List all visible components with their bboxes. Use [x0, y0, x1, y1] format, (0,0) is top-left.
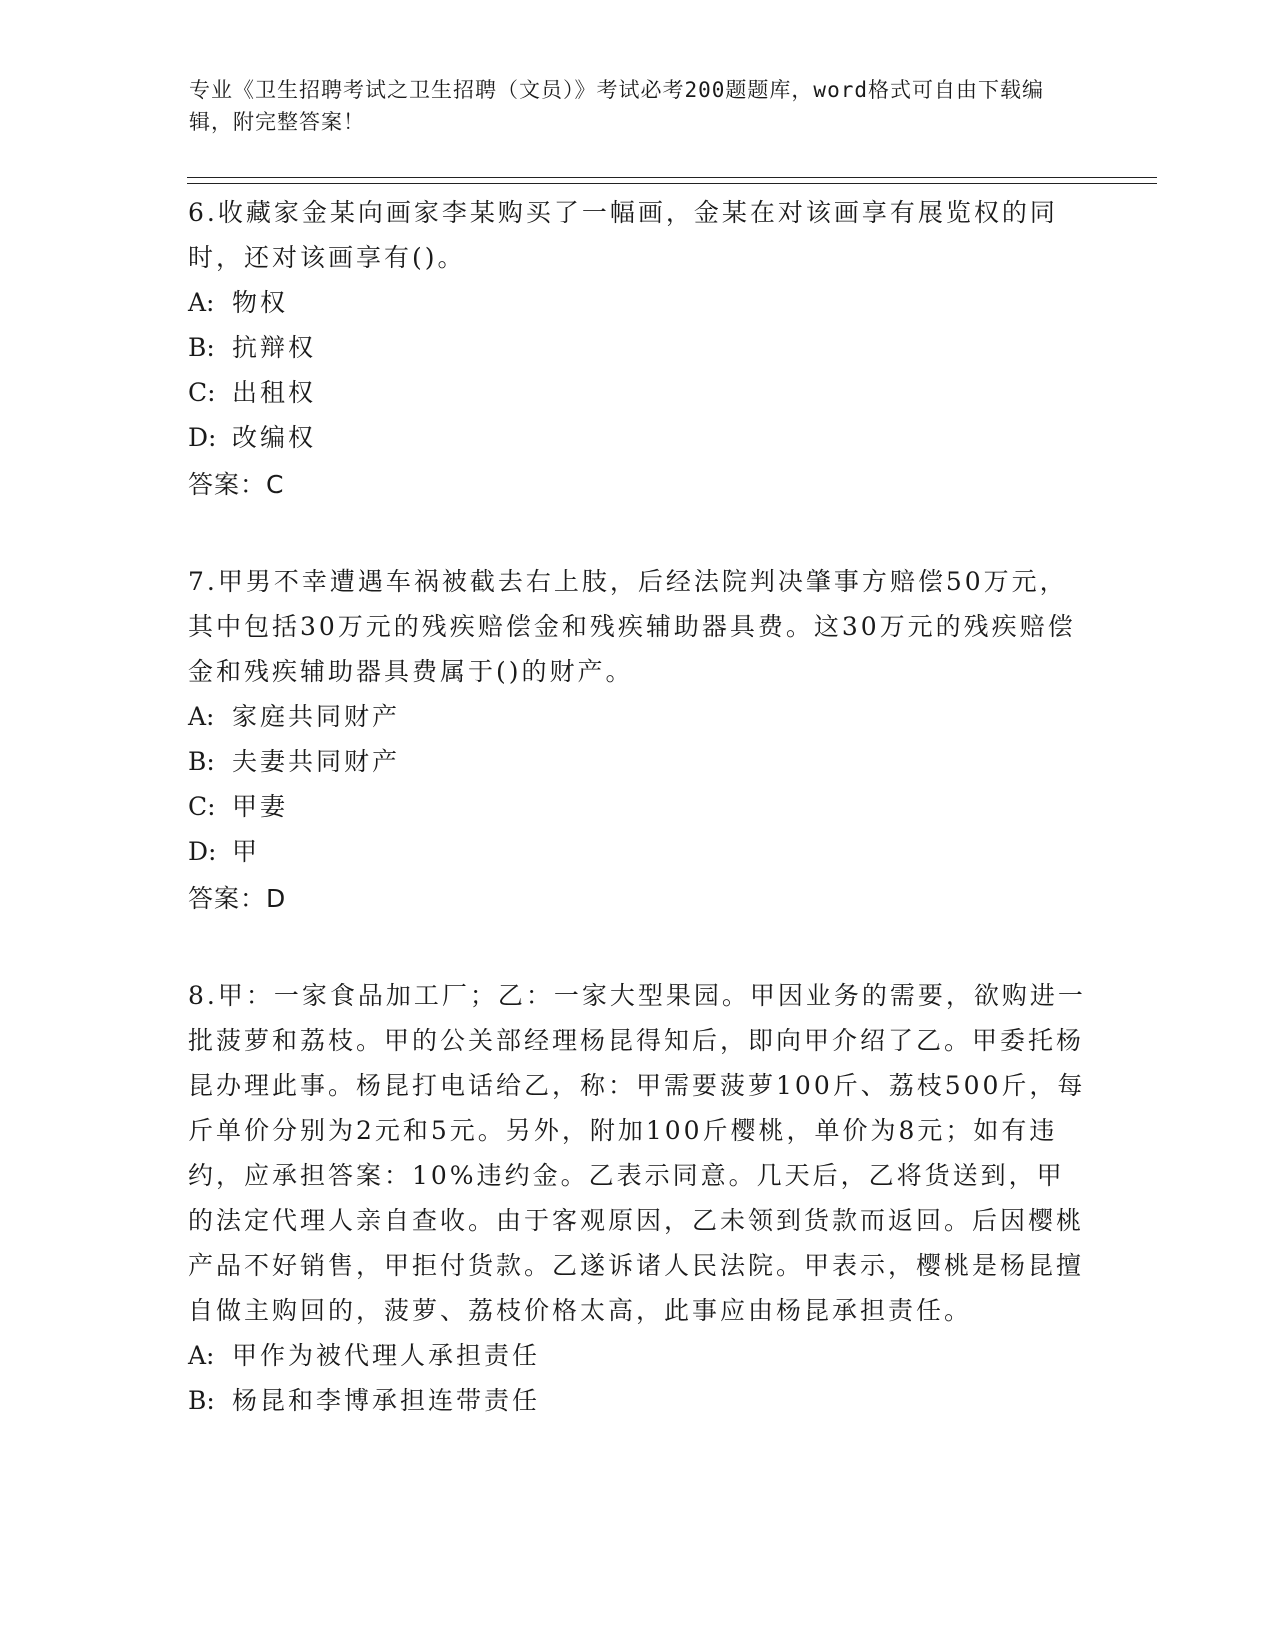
question-list: [188, 190, 1088, 1475]
question-6: [188, 190, 1088, 507]
question-8: [188, 973, 1088, 1423]
option-key: A:: [188, 288, 215, 317]
option-key: D:: [188, 423, 217, 452]
option-text: 甲: [232, 837, 261, 866]
option-list: [188, 694, 1088, 874]
option-key: D:: [188, 837, 217, 866]
option-key: C:: [188, 378, 216, 407]
option-text: 杨昆和李博承担连带责任: [232, 1386, 541, 1415]
option-b: [188, 1378, 1088, 1423]
answer-line: 答案：D: [188, 884, 287, 913]
option-a: [188, 1333, 1088, 1378]
option-key: B:: [188, 747, 215, 776]
option-key: C:: [188, 792, 216, 821]
option-text: 甲作为被代理人承担责任: [232, 1341, 541, 1370]
option-text: 改编权: [232, 423, 317, 452]
option-d: [188, 829, 1088, 874]
question-stem: 6.收藏家金某向画家李某购买了一幅画，金某在对该画享有展览权的同时，还对该画享有()。: [188, 198, 1058, 272]
question-stem: 8.甲：一家食品加工厂；乙：一家大型果园。甲因业务的需要，欲购进一批菠萝和荔枝。甲的公关部经理杨昆得知后，即向甲介绍了乙。甲委托杨昆办理此事。杨昆打电话给乙，称：甲需要菠萝100斤、荔枝500斤，每斤单价分别为2元和5元。另外，附加100斤樱桃，单价为8元；如有违约，应承担答案：10%违约金。乙表示同意。几天后，乙将货送到，甲的法定代理人亲自查收。由于客观原因，乙未领到货款而返回。后因樱桃产品不好销售，甲拒付货款。乙遂诉诸人民法院。甲表示，樱桃是杨昆擅自做主购回的，菠萝、荔枝价格太高，此事应由杨昆承担责任。: [188, 981, 1086, 1325]
option-c: [188, 370, 1088, 415]
option-c: [188, 784, 1088, 829]
header-divider: [187, 177, 1157, 184]
question-7: [188, 559, 1088, 921]
option-d: [188, 415, 1088, 460]
option-key: B:: [188, 333, 215, 362]
option-key: A:: [188, 702, 215, 731]
option-text: 夫妻共同财产: [232, 747, 401, 776]
option-text: 出租权: [232, 378, 317, 407]
option-b: [188, 739, 1088, 784]
option-text: 物权: [232, 288, 289, 317]
option-text: 抗辩权: [232, 333, 317, 362]
answer-line: 答案：C: [188, 470, 285, 499]
option-key: B:: [188, 1386, 215, 1415]
option-list: [188, 1333, 1088, 1423]
option-text: 家庭共同财产: [232, 702, 401, 731]
option-b: [188, 325, 1088, 370]
question-stem: 7.甲男不幸遭遇车祸被截去右上肢，后经法院判决肇事方赔偿50万元，其中包括30万元的残疾赔偿金和残疾辅助器具费。这30万元的残疾赔偿金和残疾辅助器具费属于()的财产。: [188, 567, 1076, 686]
option-a: [188, 694, 1088, 739]
option-key: A:: [188, 1341, 215, 1370]
option-text: 甲妻: [232, 792, 289, 821]
option-a: [188, 280, 1088, 325]
option-list: [188, 280, 1088, 460]
document-header: 专业《卫生招聘考试之卫生招聘（文员）》考试必考200题题库，word格式可自由下载编辑，附完整答案！: [189, 78, 1044, 134]
